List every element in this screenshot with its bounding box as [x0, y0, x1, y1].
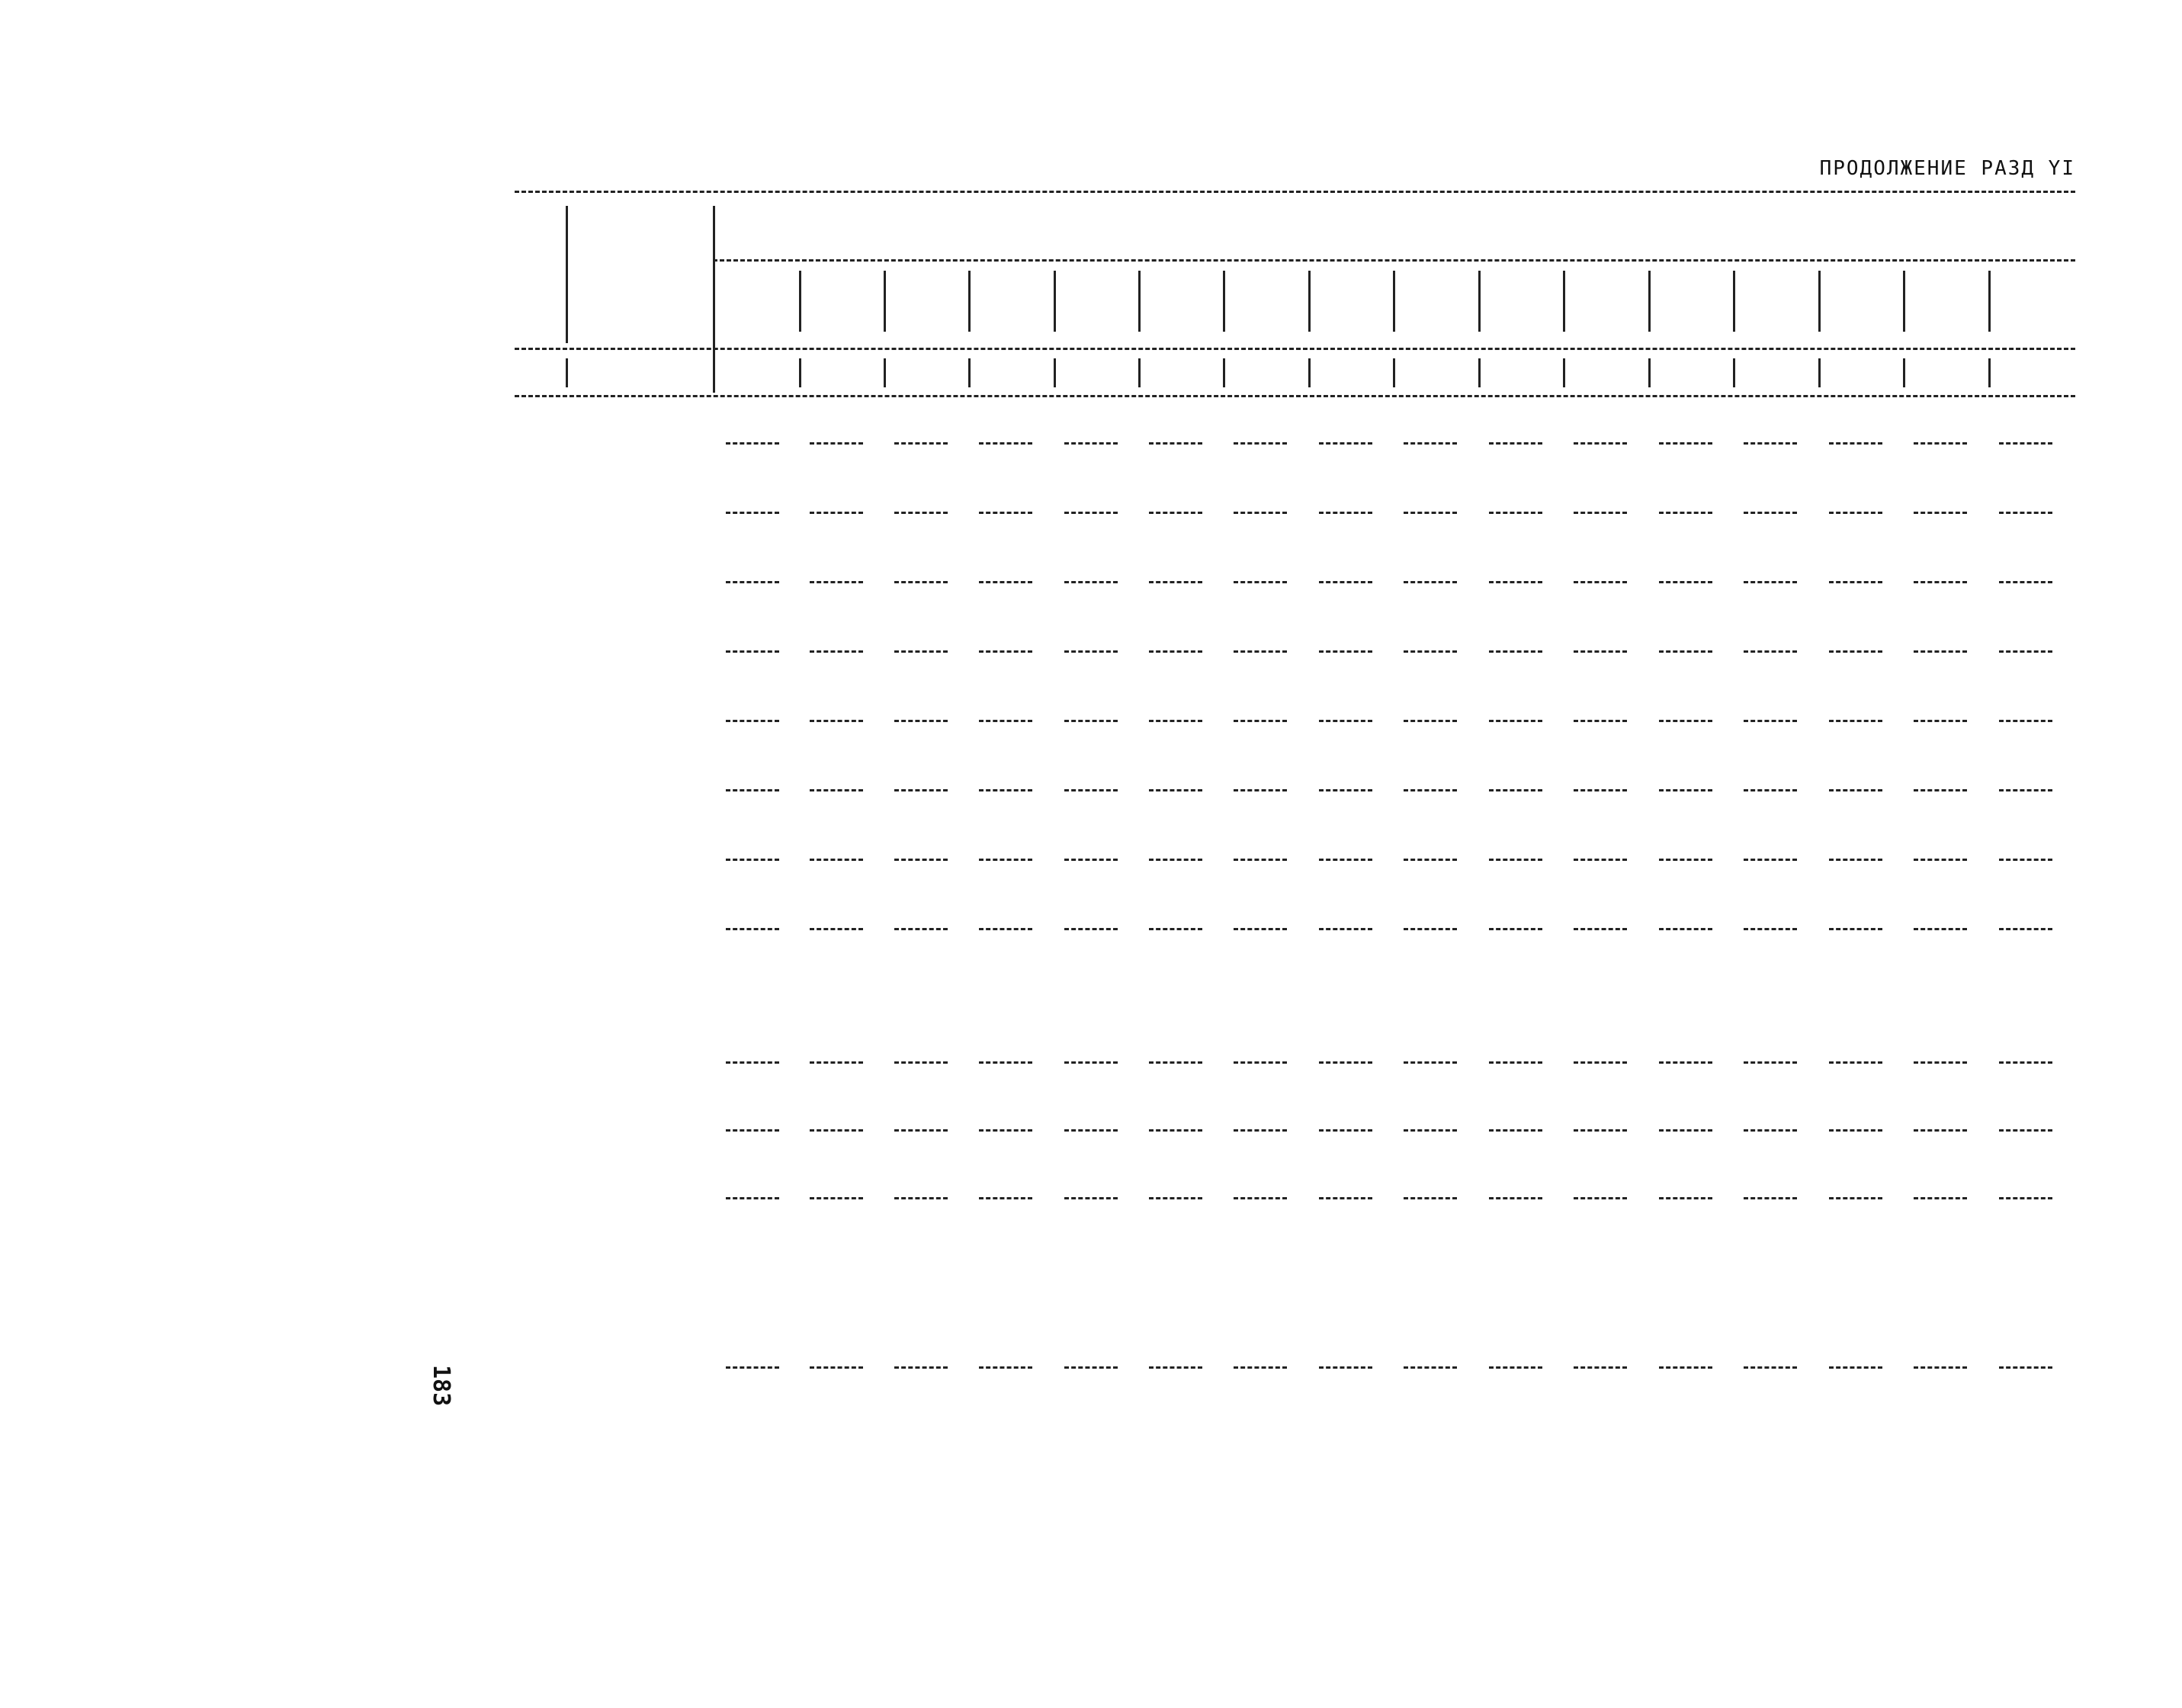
fraction-line — [1489, 512, 1542, 514]
fraction-line — [1914, 859, 1967, 861]
fraction-line — [1999, 1366, 2052, 1369]
divider-tick — [884, 271, 886, 332]
fraction-line — [1574, 442, 1627, 445]
fraction-line — [979, 512, 1032, 514]
fraction-line — [1319, 512, 1372, 514]
fraction-line — [894, 1197, 948, 1199]
fraction-line — [1149, 859, 1202, 861]
fraction-line — [1404, 928, 1457, 930]
fraction-line — [1149, 789, 1202, 791]
divider-tick — [1818, 358, 1821, 387]
fraction-line — [1914, 581, 1967, 583]
divider-tick — [1563, 271, 1565, 332]
fraction-line — [1574, 720, 1627, 722]
fraction-line — [1914, 1129, 1967, 1132]
fraction-line — [1064, 859, 1118, 861]
fraction-line — [1234, 512, 1287, 514]
fraction-line — [726, 1366, 779, 1369]
fraction-line — [894, 928, 948, 930]
top-rule — [515, 191, 2075, 193]
fraction-line — [1659, 650, 1712, 653]
fraction-line — [1574, 1366, 1627, 1369]
fraction-line — [1914, 442, 1967, 445]
fraction-line — [810, 1129, 863, 1132]
fraction-line — [1064, 1197, 1118, 1199]
fraction-line — [726, 581, 779, 583]
fraction-line — [726, 1129, 779, 1132]
divider-tick — [1648, 358, 1651, 387]
fraction-line — [1744, 928, 1797, 930]
divider-tick — [1223, 358, 1225, 387]
fraction-line — [810, 1197, 863, 1199]
header-rule — [515, 348, 2075, 350]
fraction-line — [1744, 720, 1797, 722]
fraction-line — [1404, 1197, 1457, 1199]
fraction-line — [1404, 1366, 1457, 1369]
fraction-line — [1234, 1129, 1287, 1132]
fraction-line — [979, 1366, 1032, 1369]
fraction-line — [979, 1061, 1032, 1064]
fraction-line — [1829, 442, 1882, 445]
divider-tick — [1563, 358, 1565, 387]
fraction-line — [726, 789, 779, 791]
fraction-line — [1659, 859, 1712, 861]
fraction-line — [1064, 1366, 1118, 1369]
fraction-line — [726, 512, 779, 514]
fraction-line — [1829, 512, 1882, 514]
divider-tick — [1308, 271, 1311, 332]
divider-tick — [1054, 271, 1056, 332]
fraction-line — [1404, 442, 1457, 445]
page-title: ПРОДОЛЖЕНИЕ РАЗД YI — [1819, 157, 2075, 180]
fraction-line — [1149, 1197, 1202, 1199]
fraction-line — [1744, 859, 1797, 861]
fraction-line — [726, 859, 779, 861]
fraction-line — [1064, 720, 1118, 722]
fraction-line — [810, 928, 863, 930]
colnum-rule — [515, 395, 2075, 397]
fraction-line — [1574, 581, 1627, 583]
group-rule — [713, 259, 2075, 262]
fraction-line — [1999, 650, 2052, 653]
fraction-line — [1659, 1129, 1712, 1132]
fraction-line — [979, 720, 1032, 722]
fraction-line — [1234, 442, 1287, 445]
fraction-line — [1659, 442, 1712, 445]
fraction-line — [979, 650, 1032, 653]
fraction-line — [1319, 720, 1372, 722]
fraction-line — [726, 1061, 779, 1064]
fraction-line — [1744, 650, 1797, 653]
fraction-line — [894, 512, 948, 514]
fraction-line — [979, 1129, 1032, 1132]
divider-tick — [1988, 271, 1991, 332]
fraction-line — [1659, 512, 1712, 514]
fraction-line — [810, 859, 863, 861]
fraction-line — [1489, 1061, 1542, 1064]
fraction-line — [1574, 650, 1627, 653]
fraction-line — [1064, 928, 1118, 930]
fraction-line — [1744, 1197, 1797, 1199]
fraction-line — [1064, 1061, 1118, 1064]
fraction-line — [979, 442, 1032, 445]
fraction-line — [726, 442, 779, 445]
fraction-line — [1319, 1197, 1372, 1199]
fraction-line — [1829, 1197, 1882, 1199]
fraction-line — [1149, 720, 1202, 722]
fraction-line — [1404, 1061, 1457, 1064]
fraction-line — [810, 442, 863, 445]
fraction-line — [1914, 1366, 1967, 1369]
fraction-line — [810, 512, 863, 514]
fraction-line — [894, 720, 948, 722]
divider-tick — [566, 358, 568, 387]
fraction-line — [1914, 1061, 1967, 1064]
divider-tick — [713, 358, 715, 387]
fraction-line — [1829, 581, 1882, 583]
fraction-line — [1149, 512, 1202, 514]
fraction-line — [1404, 1129, 1457, 1132]
fraction-line — [1064, 442, 1118, 445]
page-number: 183 — [428, 1365, 454, 1407]
fraction-line — [1999, 720, 2052, 722]
fraction-line — [726, 928, 779, 930]
fraction-line — [1829, 859, 1882, 861]
fraction-line — [1829, 1061, 1882, 1064]
fraction-line — [1234, 720, 1287, 722]
fraction-line — [979, 581, 1032, 583]
fraction-line — [894, 1061, 948, 1064]
fraction-line — [1319, 1061, 1372, 1064]
fraction-line — [1659, 581, 1712, 583]
fraction-line — [726, 1197, 779, 1199]
divider-tick — [1138, 271, 1141, 332]
fraction-line — [1489, 442, 1542, 445]
fraction-line — [1489, 650, 1542, 653]
fraction-line — [1064, 581, 1118, 583]
fraction-line — [1999, 1129, 2052, 1132]
fraction-line — [979, 859, 1032, 861]
fraction-line — [1404, 859, 1457, 861]
fraction-line — [1234, 789, 1287, 791]
fraction-line — [1914, 789, 1967, 791]
divider-tick — [799, 271, 801, 332]
fraction-line — [1489, 1197, 1542, 1199]
fraction-line — [1489, 789, 1542, 791]
fraction-line — [1574, 859, 1627, 861]
fraction-line — [1914, 720, 1967, 722]
fraction-line — [1999, 928, 2052, 930]
fraction-line — [1914, 512, 1967, 514]
fraction-line — [1404, 789, 1457, 791]
fraction-line — [1234, 581, 1287, 583]
fraction-line — [1744, 512, 1797, 514]
fraction-line — [1149, 650, 1202, 653]
fraction-line — [726, 650, 779, 653]
divider-tick — [1054, 358, 1056, 387]
divider-tick — [968, 358, 971, 387]
fraction-line — [1234, 1197, 1287, 1199]
fraction-line — [1064, 1129, 1118, 1132]
fraction-line — [810, 789, 863, 791]
fraction-line — [979, 1197, 1032, 1199]
fraction-line — [1999, 789, 2052, 791]
fraction-line — [1319, 581, 1372, 583]
fraction-line — [1404, 720, 1457, 722]
fraction-line — [1744, 789, 1797, 791]
divider-tick — [1223, 271, 1225, 332]
divider-tick — [968, 271, 971, 332]
fraction-line — [1744, 1366, 1797, 1369]
fraction-line — [1829, 789, 1882, 791]
fraction-line — [1404, 581, 1457, 583]
fraction-line — [1064, 650, 1118, 653]
fraction-line — [894, 1366, 948, 1369]
divider-tick — [1478, 358, 1481, 387]
fraction-line — [1574, 1197, 1627, 1199]
fraction-line — [1914, 650, 1967, 653]
fraction-line — [1574, 789, 1627, 791]
fraction-line — [1574, 512, 1627, 514]
fraction-line — [1659, 1197, 1712, 1199]
fraction-line — [1149, 928, 1202, 930]
fraction-line — [894, 442, 948, 445]
fraction-line — [1659, 789, 1712, 791]
fraction-line — [810, 650, 863, 653]
divider-tick — [1903, 271, 1905, 332]
divider-tick — [1393, 271, 1395, 332]
fraction-line — [1489, 581, 1542, 583]
fraction-line — [1829, 1129, 1882, 1132]
fraction-line — [1744, 581, 1797, 583]
fraction-line — [1829, 650, 1882, 653]
fraction-line — [1914, 1197, 1967, 1199]
fraction-line — [1234, 928, 1287, 930]
fraction-line — [1064, 789, 1118, 791]
fraction-line — [1999, 581, 2052, 583]
divider-tick — [1478, 271, 1481, 332]
divider-tick — [1733, 358, 1735, 387]
fraction-line — [1574, 928, 1627, 930]
fraction-line — [1149, 581, 1202, 583]
fraction-line — [1149, 1129, 1202, 1132]
fraction-line — [979, 789, 1032, 791]
divider-tick — [566, 206, 568, 343]
fraction-line — [1489, 1129, 1542, 1132]
fraction-line — [1659, 1061, 1712, 1064]
fraction-line — [1319, 928, 1372, 930]
fraction-line — [1064, 512, 1118, 514]
divider-tick — [799, 358, 801, 387]
fraction-line — [1489, 928, 1542, 930]
fraction-line — [1489, 1366, 1542, 1369]
fraction-line — [1999, 1197, 2052, 1199]
fraction-line — [1744, 1129, 1797, 1132]
divider-tick — [1988, 358, 1991, 387]
divider-tick — [1648, 271, 1651, 332]
fraction-line — [894, 1129, 948, 1132]
fraction-line — [1659, 1366, 1712, 1369]
fraction-line — [1659, 928, 1712, 930]
fraction-line — [1319, 789, 1372, 791]
fraction-line — [810, 720, 863, 722]
fraction-line — [1149, 1061, 1202, 1064]
fraction-line — [1489, 859, 1542, 861]
fraction-line — [894, 581, 948, 583]
divider-tick — [1818, 271, 1821, 332]
fraction-line — [810, 581, 863, 583]
fraction-line — [1829, 1366, 1882, 1369]
fraction-line — [1489, 720, 1542, 722]
fraction-line — [1319, 859, 1372, 861]
fraction-line — [1319, 1366, 1372, 1369]
divider-tick — [884, 358, 886, 387]
fraction-line — [1149, 442, 1202, 445]
fraction-line — [1319, 442, 1372, 445]
fraction-line — [1319, 650, 1372, 653]
fraction-line — [1744, 442, 1797, 445]
fraction-line — [1829, 928, 1882, 930]
divider-tick — [1138, 358, 1141, 387]
fraction-line — [1574, 1061, 1627, 1064]
divider-tick — [1733, 271, 1735, 332]
fraction-line — [1149, 1366, 1202, 1369]
fraction-line — [1659, 720, 1712, 722]
fraction-line — [1999, 442, 2052, 445]
fraction-line — [1404, 512, 1457, 514]
fraction-line — [894, 789, 948, 791]
fraction-line — [1999, 1061, 2052, 1064]
fraction-line — [979, 928, 1032, 930]
fraction-line — [1999, 859, 2052, 861]
fraction-line — [894, 650, 948, 653]
fraction-line — [1319, 1129, 1372, 1132]
divider-tick — [1393, 358, 1395, 387]
divider-tick — [1308, 358, 1311, 387]
fraction-line — [1574, 1129, 1627, 1132]
fraction-line — [1234, 859, 1287, 861]
fraction-line — [1404, 650, 1457, 653]
divider-tick — [1903, 358, 1905, 387]
fraction-line — [894, 859, 948, 861]
fraction-line — [810, 1061, 863, 1064]
fraction-line — [810, 1366, 863, 1369]
fraction-line — [1234, 1061, 1287, 1064]
fraction-line — [1744, 1061, 1797, 1064]
fraction-line — [1234, 1366, 1287, 1369]
fraction-line — [726, 720, 779, 722]
fraction-line — [1829, 720, 1882, 722]
fraction-line — [1999, 512, 2052, 514]
fraction-line — [1914, 928, 1967, 930]
fraction-line — [1234, 650, 1287, 653]
